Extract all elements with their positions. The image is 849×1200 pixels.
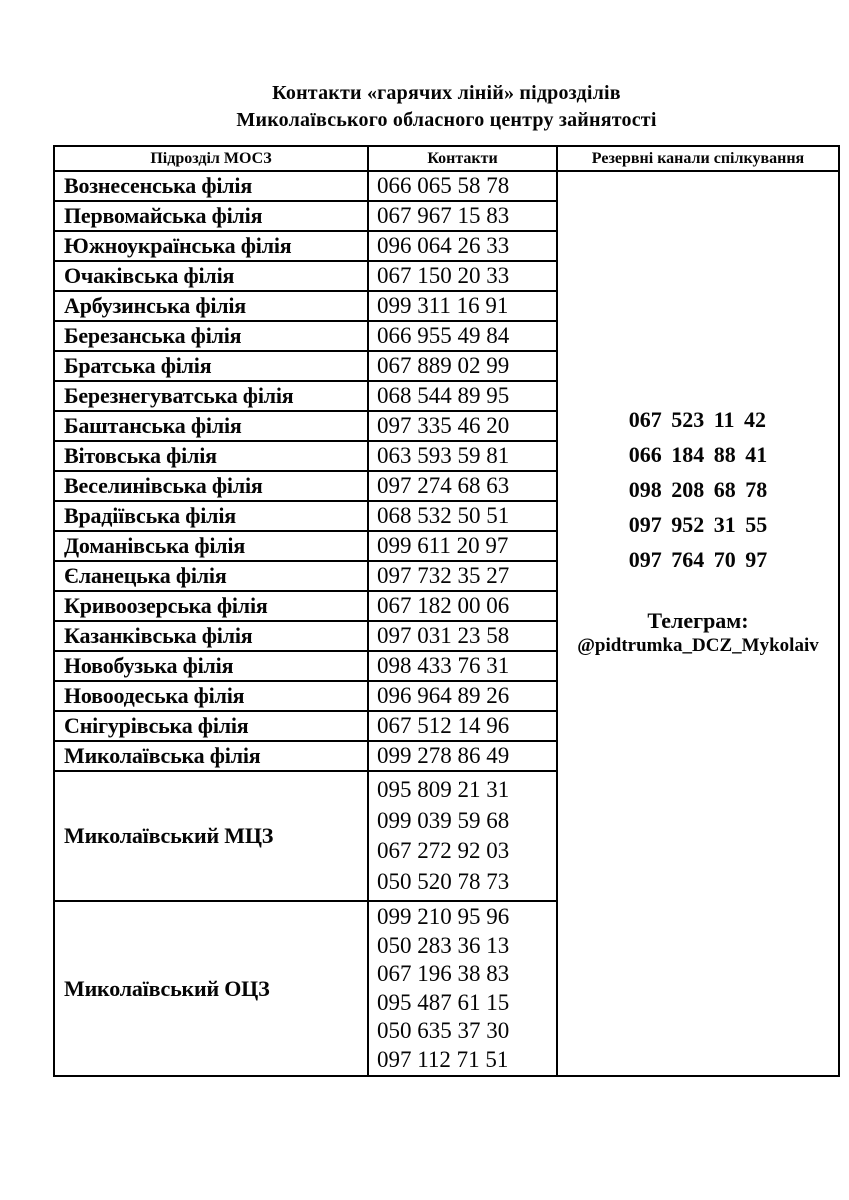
branch-name-cell: Веселинівська філія: [55, 472, 369, 502]
branch-phone-cell: [369, 742, 558, 772]
page-title: [53, 80, 840, 134]
phone-number: 067 512 14 96: [377, 713, 510, 738]
phone-number: 097 732 35 27: [377, 563, 510, 588]
branch-phone-cell: [369, 382, 558, 412]
phone-number: 063 593 59 81: [377, 443, 510, 468]
phone-number: 097 031 23 58: [377, 623, 510, 648]
phone-number: 066 955 49 84: [377, 323, 510, 348]
branch-name-cell: Очаківська філія: [55, 262, 369, 292]
phone-number: 067 272 92 03: [377, 838, 510, 864]
reserve-phone-number: 066 184 88 41: [628, 442, 768, 467]
branch-phone-cell: [369, 532, 558, 562]
branch-phone-cell: [369, 562, 558, 592]
branch-name-cell: Миколаївська філія: [55, 742, 369, 772]
branch-phone-cell: [369, 172, 558, 202]
branch-phone-cell: [369, 202, 558, 232]
page-title-line1: Контакти «гарячих ліній» підрозділів: [272, 82, 621, 104]
branch-phone-cell: [369, 262, 558, 292]
branch-name-cell: Братська філія: [55, 352, 369, 382]
branch-phone-cell: [369, 502, 558, 532]
reserve-phone-number: 067 523 11 42: [628, 407, 767, 432]
branch-phone-cell: [369, 232, 558, 262]
branch-name-cell: Арбузинська філія: [55, 292, 369, 322]
branch-phone-cell: [369, 902, 558, 1075]
header-reserve-column: Резервні канали спілкування: [591, 149, 805, 167]
branch-name-cell: Новобузька філія: [55, 652, 369, 682]
phone-number: 099 210 95 96: [377, 904, 510, 930]
phone-number: 096 964 89 26: [377, 683, 510, 708]
phone-number: 099 039 59 68: [377, 807, 510, 833]
phone-number: 068 544 89 95: [377, 383, 510, 408]
branch-phone-cell: [369, 352, 558, 382]
branch-name-cell: Єланецька філія: [55, 562, 369, 592]
branch-phone-cell: [369, 472, 558, 502]
phone-number: 067 182 00 06: [377, 593, 510, 618]
branch-phone-cell: [369, 712, 558, 742]
telegram-label: Телеграм:: [647, 608, 749, 633]
phone-number: 096 064 26 33: [377, 233, 510, 258]
phone-number: 097 335 46 20: [377, 413, 510, 438]
reserve-phone-list: [629, 402, 768, 577]
branch-name-cell: Казанківська філія: [55, 622, 369, 652]
branch-phone-cell: [369, 322, 558, 352]
branch-name-cell: Южноукраїнська філія: [55, 232, 369, 262]
phone-number: 066 065 58 78: [377, 173, 510, 198]
branch-name-cell: Миколаївський ОЦЗ: [55, 902, 369, 1075]
phone-number: 050 520 78 73: [377, 869, 510, 895]
phone-number: 098 433 76 31: [377, 653, 510, 678]
branch-name-cell: Первомайська філія: [55, 202, 369, 232]
branch-phone-cell: [369, 292, 558, 322]
phone-number: 067 150 20 33: [377, 263, 510, 288]
phone-number: 097 112 71 51: [377, 1046, 509, 1072]
phone-number: 050 635 37 30: [377, 1018, 510, 1044]
reserve-channels-cell: [558, 172, 838, 1075]
phone-number: 067 196 38 83: [377, 961, 510, 987]
phone-number: 067 889 02 99: [377, 353, 510, 378]
phone-number: 050 283 36 13: [377, 932, 510, 958]
page-title-line2: Миколаївського обласного центру зайнятості: [236, 109, 657, 131]
header-contacts-column: Контакти: [369, 147, 558, 170]
phone-number: 097 274 68 63: [377, 473, 510, 498]
branch-name-cell: Миколаївський МЦЗ: [55, 772, 369, 902]
table-header-row: [55, 147, 838, 172]
branch-name-cell: Вознесенська філія: [55, 172, 369, 202]
branch-phone-cell: [369, 592, 558, 622]
branch-phone-cell: [369, 772, 558, 902]
branch-phone-cell: [369, 682, 558, 712]
phone-number: 068 532 50 51: [377, 503, 510, 528]
phone-number: 095 487 61 15: [377, 989, 510, 1015]
contacts-table: [53, 145, 840, 1077]
branch-name-cell: Березнегуватська філія: [55, 382, 369, 412]
table-body: [55, 172, 838, 1075]
branch-name-cell: Вітовська філія: [55, 442, 369, 472]
branch-name-cell: Новоодеська філія: [55, 682, 369, 712]
header-branch-column: Підрозділ МОСЗ: [55, 147, 369, 170]
reserve-phone-number: 098 208 68 78: [628, 477, 768, 502]
phone-number: 099 311 16 91: [377, 293, 509, 318]
branch-name-cell: Кривоозерська філія: [55, 592, 369, 622]
phone-number: 099 611 20 97: [377, 533, 509, 558]
reserve-phone-number: 097 764 70 97: [628, 547, 768, 572]
branch-name-cell: Снігурівська філія: [55, 712, 369, 742]
branch-name-cell: Доманівська філія: [55, 532, 369, 562]
branch-phone-cell: [369, 442, 558, 472]
branch-phone-cell: [369, 412, 558, 442]
reserve-phone-number: 097 952 31 55: [628, 512, 768, 537]
phone-number: 099 278 86 49: [377, 743, 510, 768]
phone-number: 095 809 21 31: [377, 776, 510, 802]
phone-number: 067 967 15 83: [377, 203, 510, 228]
branch-phone-cell: [369, 622, 558, 652]
branch-name-cell: Баштанська філія: [55, 412, 369, 442]
telegram-handle: @pidtrumka_DCZ_Mykolaiv: [577, 635, 819, 656]
branch-phone-cell: [369, 652, 558, 682]
branch-name-cell: Березанська філія: [55, 322, 369, 352]
branch-name-cell: Врадіївська філія: [55, 502, 369, 532]
